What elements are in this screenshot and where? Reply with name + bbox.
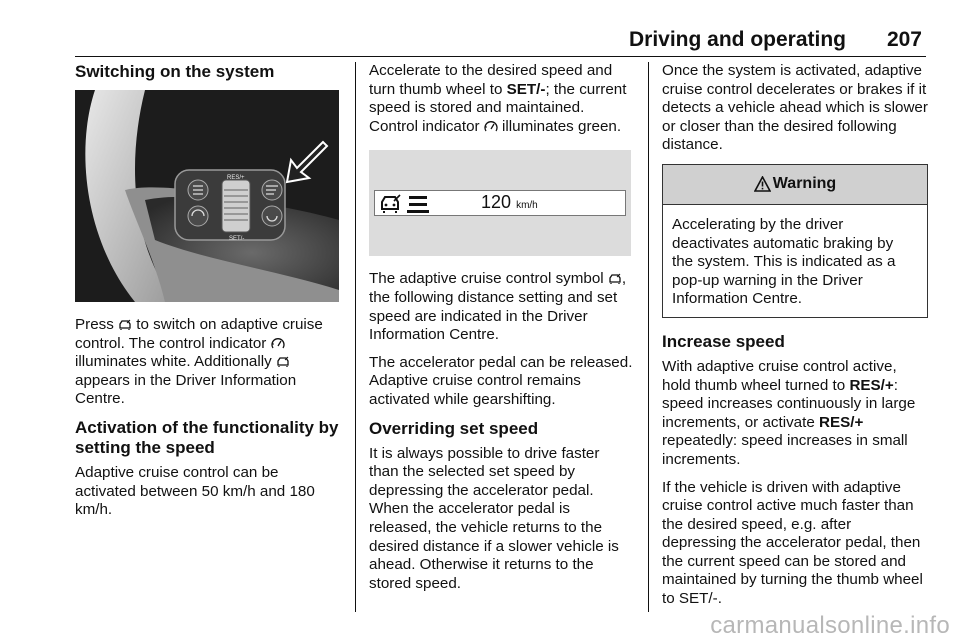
wheel-label-set: SET/- [229, 236, 245, 242]
warning-title: Warning [772, 175, 837, 193]
section-heading: Overriding set speed [369, 418, 539, 438]
adaptive-cruise-icon [608, 273, 622, 285]
wheel-label-res: RES/+ [227, 175, 245, 181]
warning-text: Accelerating by the driver deactivates automatic braking by the system. This is indicated as a pop-up warning in the Driver Information Centre. [672, 215, 896, 308]
paragraph: Once the system is activated, adaptive cruise control decelerates or brakes if it detects a vehicle ahead which is slower or closer than the desired following distance. [662, 62, 928, 154]
dic-display [374, 190, 626, 216]
set-speed-readout: 120 km/h [481, 192, 538, 213]
section-heading: Switching on the system [75, 62, 275, 81]
section-heading: Increase speed [662, 331, 785, 351]
paragraph: Adaptive cruise control can be activated between 50 km/h and 180 km/h. [75, 463, 315, 519]
paragraph: Press to switch on adaptive cruise control. The control indicator illuminates white. Additionally appears in the Driver Information Centre. [75, 316, 323, 408]
cruise-indicator-icon [271, 338, 285, 350]
warning-body [663, 205, 927, 317]
adaptive-cruise-icon [118, 319, 132, 331]
warning-header [663, 165, 927, 205]
column-3 [662, 62, 928, 618]
driver-information-centre-figure [369, 150, 631, 256]
page-number: 207 [886, 28, 922, 51]
paragraph: It is always possible to drive faster than the selected set speed by depressing the accelerator pedal. When the accelerator pedal is released, the vehicle returns to the desired distance if a slower vehicle is ahead. Otherwise it returns to the stored speed. [369, 444, 619, 592]
paragraph: With adaptive cruise control active, hold thumb wheel turned to RES/+: speed increases continuously in large increments, or activate RES/+ repeatedly: speed increases in small increments. [662, 357, 916, 468]
column-1 [75, 62, 343, 529]
page-header [0, 22, 960, 58]
paragraph: The accelerator pedal can be released. Adaptive cruise control remains activated while gearshifting. [369, 353, 633, 408]
following-distance-icon [407, 194, 429, 214]
paragraph: If the vehicle is driven with adaptive cruise control active much faster than the desired speed, e.g. after depressing the accelerator pedal, then the current speed can be stored and maintained by turning the thumb wheel to SET/-. [662, 478, 923, 608]
column-2 [369, 62, 633, 602]
header-rule [75, 56, 926, 57]
page-title: Driving and operating [628, 28, 846, 51]
warning-triangle-icon [754, 176, 771, 192]
adaptive-cruise-icon [276, 356, 290, 368]
watermark: carmanualsonline.info [710, 612, 950, 639]
section-heading: Activation of the functionality by setting the speed [75, 417, 339, 457]
steering-wheel-figure [75, 90, 339, 302]
adaptive-cruise-icon [379, 194, 403, 214]
cruise-indicator-icon [484, 121, 498, 133]
paragraph: Accelerate to the desired speed and turn thumb wheel to SET/-; the current speed is stored and maintained. Control indicator illuminates green. [369, 62, 627, 135]
warning-box [662, 164, 928, 318]
column-divider [648, 62, 649, 612]
column-divider [355, 62, 356, 612]
paragraph: The adaptive cruise control symbol , the following distance setting and set speed are indicated in the Driver Information Centre. [369, 270, 627, 344]
